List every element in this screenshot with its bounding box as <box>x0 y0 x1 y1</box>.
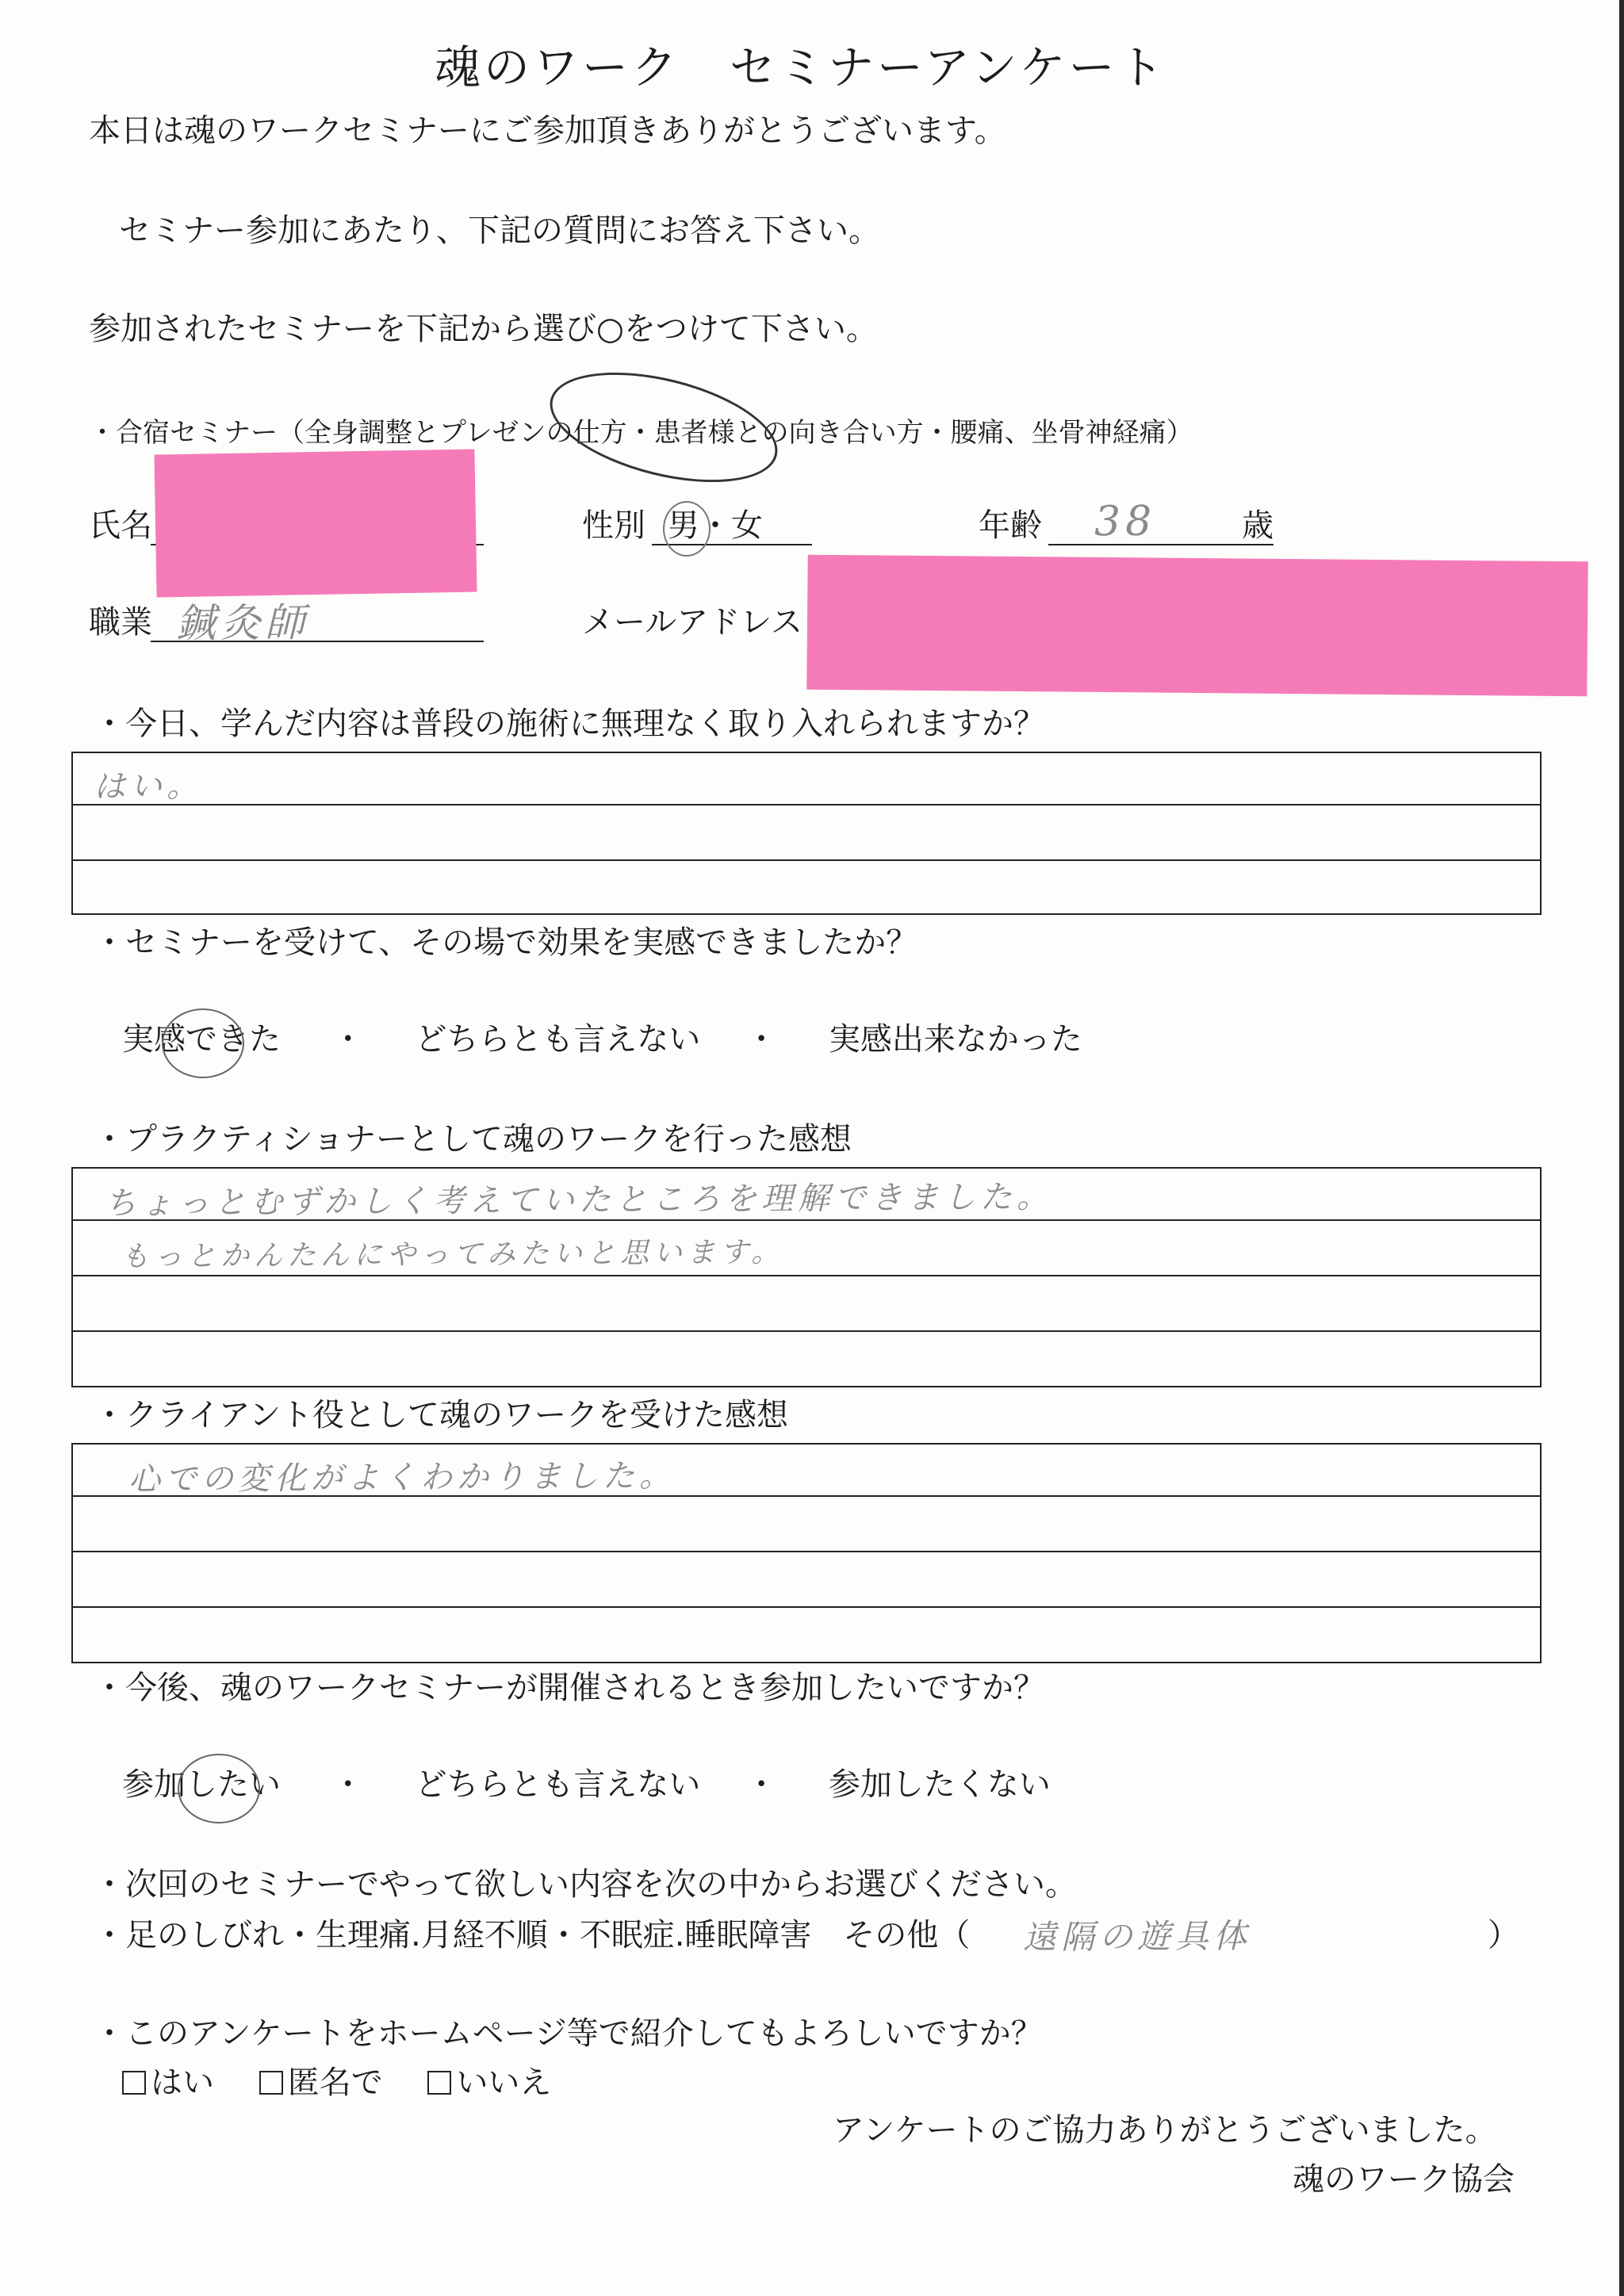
gender-male: 男 <box>668 507 699 544</box>
scan-edge <box>1619 0 1624 2296</box>
name-redaction <box>154 449 477 597</box>
q1-rule <box>73 859 1540 861</box>
q7-options <box>122 2064 551 2101</box>
q2-options <box>122 1021 1082 1058</box>
q1-rule <box>73 804 1540 806</box>
q4-question: ・クライアント役として魂のワークを受けた感想 <box>94 1397 788 1433</box>
checkbox-anonymous[interactable] <box>259 2071 283 2095</box>
q3-rule <box>73 1275 1540 1276</box>
gender-female: 女 <box>731 507 763 544</box>
name-label: 氏名 <box>89 507 152 544</box>
q5-option-neutral: どちらとも言えない <box>415 1766 701 1803</box>
intro-text: 本日は魂のワークセミナーにご参加頂きありがとうございます。 <box>89 113 1006 149</box>
instruction-text: セミナー参加にあたり、下記の質問にお答え下さい。 <box>119 212 880 249</box>
q1-question: ・今日、学んだ内容は普段の施術に無理なく取り入れられますか？ <box>94 706 1045 742</box>
checkbox-yes[interactable] <box>122 2071 146 2095</box>
job-label: 職業 <box>89 604 152 641</box>
job-value: 鍼灸師 <box>175 599 310 647</box>
q7-opt-yes-label: はい <box>151 2064 214 2101</box>
thanks-text: アンケートのご協力ありがとうございました。 <box>833 2112 1497 2149</box>
q4-rule <box>73 1551 1540 1552</box>
q3-answer-box <box>71 1167 1542 1387</box>
q2-option-yes: 実感できた <box>122 1021 281 1058</box>
q6-question: ・次回のセミナーでやって欲しい内容を次の中からお選びください。 <box>94 1866 1077 1903</box>
q7-opt-anon-label: 匿名で <box>287 2064 383 2101</box>
age-underline <box>1048 544 1274 545</box>
q5-separator: ・ <box>745 1766 778 1803</box>
seminar-option: ・合宿セミナー（全身調整とプレゼンの仕方・患者様との向き合い方・腰痛、坐骨神経痛） <box>89 417 1193 449</box>
q2-answer-circle <box>162 1008 244 1078</box>
email-redaction <box>806 555 1588 697</box>
q7-question: ・このアンケートをホームページ等で紹介してもよろしいですか？ <box>94 2015 1043 2052</box>
email-label: メールアドレス <box>582 604 802 641</box>
selection-circle <box>539 352 789 503</box>
q4-answer-box <box>71 1443 1542 1663</box>
q2-option-no: 実感出来なかった <box>828 1021 1082 1058</box>
q1-answer-box <box>71 752 1542 915</box>
q3-answer-line2: もっとかんたんにやってみたいと思います。 <box>120 1236 785 1273</box>
q6-options-line: ・足のしびれ・生理痛.月経不順・不眠症.睡眠障害 その他（ <box>94 1917 971 1954</box>
select-prompt: 参加されたセミナーを下記から選び○をつけて下さい。 <box>89 311 878 347</box>
q7-opt-no-label: いいえ <box>456 2064 552 2101</box>
q1-answer-line1: はい。 <box>93 767 204 806</box>
q6-other-value: 遠隔の遊具体 <box>1022 1915 1252 1957</box>
q5-separator: ・ <box>331 1766 364 1803</box>
q4-rule <box>73 1606 1540 1608</box>
q4-answer-line1: 心での変化がよくわかりました。 <box>128 1457 676 1498</box>
q2-separator: ・ <box>331 1021 364 1058</box>
q3-rule <box>73 1330 1540 1332</box>
q3-answer-line1: ちょっとむずかしく考えていたところを理解できました。 <box>104 1178 1054 1223</box>
organization-name: 魂のワーク協会 <box>1293 2161 1515 2198</box>
q5-option-yes: 参加したい <box>122 1766 281 1803</box>
q6-close-paren: ） <box>1488 1917 1519 1954</box>
q2-question: ・セミナーを受けて、その場で効果を実感できましたか？ <box>94 924 918 961</box>
q5-answer-circle <box>178 1754 260 1823</box>
age-label: 年齢 <box>979 507 1042 544</box>
age-value: 38 <box>1094 497 1157 546</box>
q5-option-no: 参加したくない <box>828 1766 1051 1803</box>
q3-question: ・プラクティショナーとして魂のワークを行った感想 <box>94 1121 852 1158</box>
gender-label: 性別 <box>582 507 645 544</box>
q5-question: ・今後、魂のワークセミナーが開催されるとき参加したいですか？ <box>94 1670 1045 1706</box>
page-title: 魂のワーク セミナーアンケート <box>435 40 1167 94</box>
q2-separator: ・ <box>745 1021 778 1058</box>
gender-separator: ・ <box>699 507 731 544</box>
q5-options <box>122 1766 1051 1803</box>
gender-circle <box>663 501 710 557</box>
checkbox-no[interactable] <box>427 2071 451 2095</box>
q2-option-neutral: どちらとも言えない <box>415 1021 701 1058</box>
age-unit: 歳 <box>1242 507 1274 544</box>
